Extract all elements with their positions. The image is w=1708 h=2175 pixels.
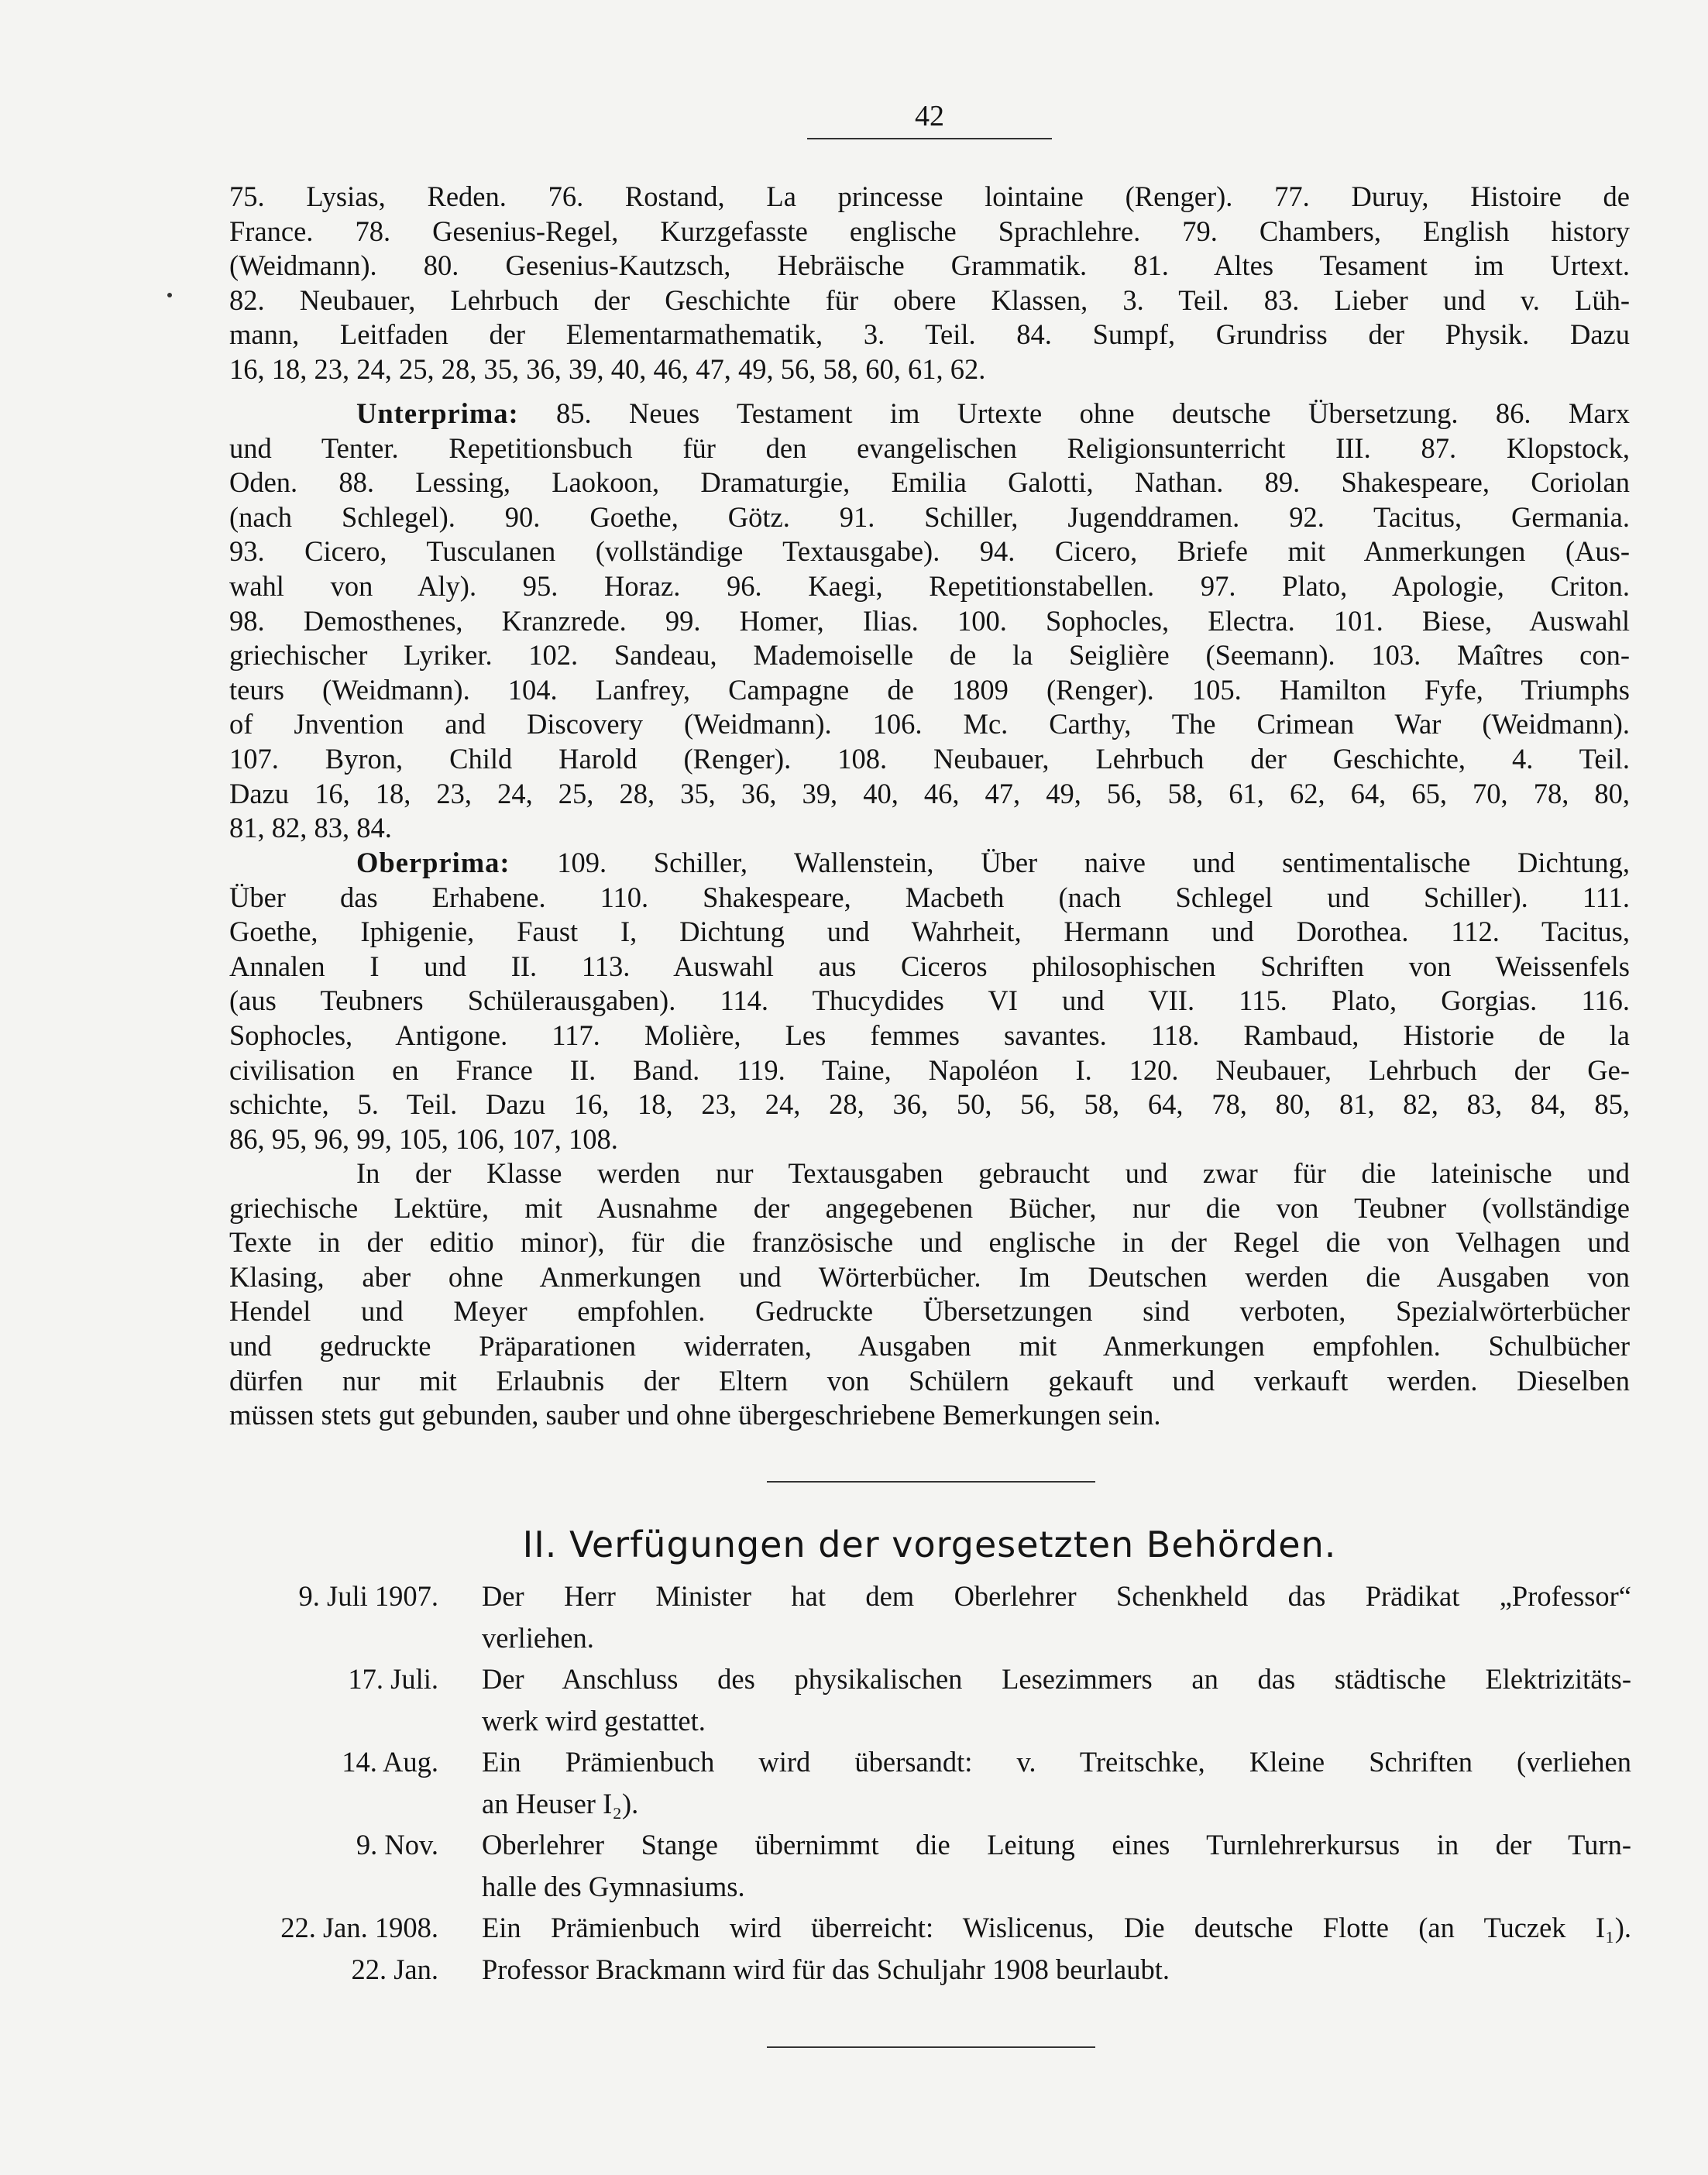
text-line: Der Anschluss des physikalischen Lesezimmers an das städtische Elektrizitäts- (482, 1663, 1631, 1695)
order-date: 22. Jan. 1908. (280, 1912, 438, 1943)
text-line: 93. Cicero, Tusculanen (vollständige Textausgabe). 94. Cicero, Briefe mit Anmerkungen (Aus- (229, 535, 1630, 568)
text-line: verliehen. (482, 1621, 594, 1654)
unterprima-paragraph (229, 397, 1630, 846)
oberprima-paragraph (229, 846, 1630, 1156)
orders-list (229, 1575, 1631, 1990)
text-line: civilisation en France II. Band. 119. Taine, Napoléon I. 120. Neubauer, Lehrbuch der Ge- (229, 1053, 1630, 1086)
text-line: 107. Byron, Child Harold (Renger). 108. Neubauer, Lehrbuch der Geschichte, 4. Teil. (229, 742, 1630, 775)
order-entry (229, 1949, 1631, 1991)
order-text (482, 1949, 1631, 1991)
text-line (229, 846, 1630, 881)
text-line: In der Klasse werden nur Textausgaben gebraucht und zwar für die lateinische und (356, 1157, 1630, 1189)
text-line: (Weidmann). 80. Gesenius-Kautzsch, Hebräische Grammatik. 81. Altes Tesament im Urtext. (229, 249, 1630, 282)
text-line: müssen stets gut gebunden, sauber und ohne übergeschriebene Bemerkungen sein. (229, 1399, 1161, 1431)
text-line: halle des Gymnasiums. (482, 1870, 745, 1902)
text-line: Professor Brackmann wird für das Schuljahr 1908 beurlaubt. (482, 1953, 1170, 1985)
text-line: an Heuser I₂). (482, 1787, 639, 1819)
header-rule (807, 138, 1052, 139)
text-line: 86, 95, 96, 99, 105, 106, 107, 108. (229, 1122, 618, 1155)
text-line: Über das Erhabene. 110. Shakespeare, Macbeth (nach Schlegel und Schiller). 111. (229, 881, 1630, 913)
text-line: griechischer Lyriker. 102. Sandeau, Mademoiselle de la Seiglière (Seemann). 103. Maîtres con- (229, 639, 1630, 672)
text-line: Klasing, aber ohne Anmerkungen und Wörterbücher. Im Deutschen werden die Ausgaben von (229, 1260, 1630, 1293)
text-line: Oberlehrer Stange übernimmt die Leitung eines Turnlehrerkursus in der Turn- (482, 1829, 1631, 1861)
order-date: 9. Nov. (356, 1829, 438, 1861)
text-line: (nach Schlegel). 90. Goethe, Götz. 91. Schiller, Jugenddramen. 92. Tacitus, Germania. (229, 500, 1630, 533)
order-entry (229, 1658, 1631, 1741)
order-date: 22. Jan. (351, 1953, 438, 1985)
text-line: 98. Demosthenes, Kranzrede. 99. Homer, Ilias. 100. Sophocles, Electra. 101. Biese, Auswahl (229, 604, 1630, 637)
page-number: 42 (915, 100, 944, 132)
text-line (229, 397, 1630, 431)
order-text (482, 1658, 1631, 1741)
text-line: Der Herr Minister hat dem Oberlehrer Schenkheld das Prädikat „Professor“ (482, 1580, 1631, 1612)
text-line: mann, Leitfaden der Elementarmathematik, 3. Teil. 84. Sumpf, Grundriss der Physik. Dazu (229, 318, 1630, 351)
text-line: wahl von Aly). 95. Horaz. 96. Kaegi, Repetitionstabellen. 97. Plato, Apologie, Criton. (229, 569, 1630, 602)
unterprima-label: Unterprima: (356, 397, 519, 429)
text-line: Sophocles, Antigone. 117. Molière, Les femmes savantes. 118. Rambaud, Historie de la (229, 1019, 1630, 1051)
text-line: griechische Lektüre, mit Ausnahme der angegebenen Bücher, nur die von Teubner (vollständige (229, 1191, 1630, 1224)
order-text (482, 1907, 1631, 1949)
order-text (482, 1741, 1631, 1824)
textbook-note-paragraph (229, 1156, 1630, 1433)
text-line: 81, 82, 83, 84. (229, 812, 392, 844)
order-text (482, 1824, 1631, 1907)
text-line: (aus Teubners Schülerausgaben). 114. Thucydides VI und VII. 115. Plato, Gorgias. 116. (229, 984, 1630, 1017)
text-line: 82. Neubauer, Lehrbuch der Geschichte für obere Klassen, 3. Teil. 83. Lieber und v. Lüh- (229, 283, 1630, 316)
text-line: und Tenter. Repetitionsbuch für den evangelischen Religionsunterricht III. 87. Klopstock, (229, 431, 1630, 464)
text-line: Oden. 88. Lessing, Laokoon, Dramaturgie, Emilia Galotti, Nathan. 89. Shakespeare, Coriolan (229, 466, 1630, 499)
section-heading: II. Verfügungen der vorgesetzten Behörden. (522, 1524, 1337, 1565)
order-date: 14. Aug. (342, 1746, 438, 1778)
unterprima-first-text: 85. Neues Testament im Urtexte ohne deutsche Übersetzung. 86. Marx (518, 397, 1630, 429)
text-line: werk wird gestattet. (482, 1704, 706, 1737)
book-list-continuation (229, 180, 1630, 387)
order-date: 9. Juli 1907. (298, 1580, 438, 1612)
text-line: dürfen nur mit Erlaubnis der Eltern von Schülern gekauft und verkauft werden. Dieselben (229, 1364, 1630, 1397)
order-entry (229, 1575, 1631, 1658)
oberprima-first-text: 109. Schiller, Wallenstein, Über naive und sentimentalische Dichtung, (510, 847, 1630, 878)
text-line: Goethe, Iphigenie, Faust I, Dichtung und Wahrheit, Hermann und Dorothea. 112. Tacitus, (229, 916, 1630, 948)
text-line: schichte, 5. Teil. Dazu 16, 18, 23, 24, 28, 36, 50, 56, 58, 64, 78, 80, 81, 82, 83, 84, 85, (229, 1088, 1630, 1121)
text-line: France. 78. Gesenius-Regel, Kurzgefasste englische Sprachlehre. 79. Chambers, English history (229, 215, 1630, 247)
text-line: of Jnvention and Discovery (Weidmann). 106. Mc. Carthy, The Crimean War (Weidmann). (229, 708, 1630, 740)
text-line: 75. Lysias, Reden. 76. Rostand, La princesse lointaine (Renger). 77. Duruy, Histoire de (229, 180, 1630, 212)
footer-rule (767, 2046, 1095, 2048)
text-line: Ein Prämienbuch wird überreicht: Wislicenus, Die deutsche Flotte (an Tuczek I₁). (482, 1912, 1631, 1943)
order-entry (229, 1907, 1631, 1949)
text-line: und gedruckte Präparationen widerraten, Ausgaben mit Anmerkungen empfohlen. Schulbücher (229, 1329, 1630, 1362)
text-line: Texte in der editio minor), für die französische und englische in der Regel die von Velhagen und (229, 1226, 1630, 1259)
order-entry (229, 1824, 1631, 1907)
oberprima-label: Oberprima: (356, 847, 510, 878)
order-entry (229, 1741, 1631, 1824)
text-line: Annalen I und II. 113. Auswahl aus Ciceros philosophischen Schriften von Weissenfels (229, 950, 1630, 982)
order-date: 17. Juli. (348, 1663, 438, 1695)
text-line: teurs (Weidmann). 104. Lanfrey, Campagne de 1809 (Renger). 105. Hamilton Fyfe, Triumphs (229, 673, 1630, 706)
order-text (482, 1575, 1631, 1658)
text-line: Dazu 16, 18, 23, 24, 25, 28, 35, 36, 39, 40, 46, 47, 49, 56, 58, 61, 62, 64, 65, 70, 78, 80, (229, 777, 1630, 809)
margin-dot (167, 293, 172, 297)
text-line: Hendel und Meyer empfohlen. Gedruckte Übersetzungen sind verboten, Spezialwörterbücher (229, 1295, 1630, 1328)
section-divider (767, 1481, 1095, 1483)
text-line: 16, 18, 23, 24, 25, 28, 35, 36, 39, 40, 46, 47, 49, 56, 58, 60, 61, 62. (229, 352, 986, 385)
text-line: Ein Prämienbuch wird übersandt: v. Treitschke, Kleine Schriften (verliehen (482, 1746, 1631, 1778)
